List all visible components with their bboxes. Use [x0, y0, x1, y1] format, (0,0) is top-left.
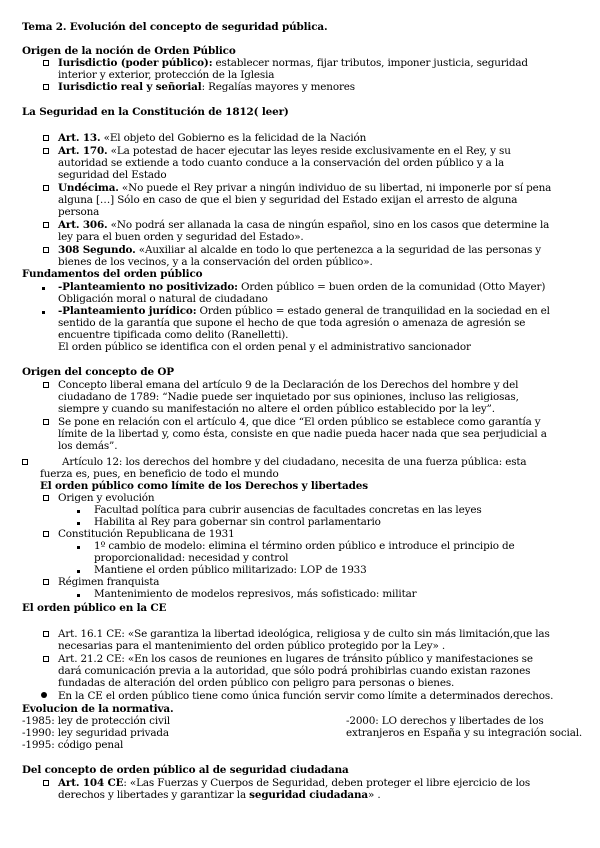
- bullet-icon: [77, 546, 80, 549]
- list-item: Mantiene el orden público militarizado: LOP de 1933: [94, 564, 367, 576]
- list-item-continuation: siempre y cuando su manifestación no altere el orden público establecido por la ley”.: [58, 403, 495, 415]
- section-heading-origen-op: Origen del concepto de OP: [22, 366, 174, 378]
- checkbox-square-icon: [43, 531, 49, 537]
- checkbox-square-icon: [43, 419, 49, 425]
- checkbox-square-icon: [43, 579, 49, 585]
- section-heading-constitución-1812: La Seguridad en la Constitución de 1812( leer): [22, 106, 289, 118]
- bullet-icon: [77, 522, 80, 525]
- list-item: Concepto liberal emana del artículo 9 de la Declaración de los Derechos del hombre y del: [58, 379, 519, 391]
- bullet-icon: [42, 287, 45, 290]
- page-title: Tema 2. Evolución del concepto de seguridad pública.: [22, 21, 328, 33]
- filled-bullet-icon: [41, 692, 47, 698]
- section-heading-fundamentos: Fundamentos del orden público: [22, 268, 203, 280]
- list-item-continuation: derechos y libertades y garantizar la seguridad ciudadana» .: [58, 789, 381, 801]
- list-item-continuation: fuerza es, pues, en beneficio de todo el mundo: [40, 468, 279, 480]
- list-item-continuation: alguna […] Sólo en caso de que el bien y seguridad del Estado exijan el arresto de alguna: [58, 194, 518, 206]
- list-item-continuation: dará comunicación previa a la autoridad, que sólo podrá prohibirlas cuando existan razones: [58, 665, 531, 677]
- normative-item-continuation: extranjeros en España y su integración social.: [346, 727, 583, 739]
- normative-item: -1995: código penal: [22, 739, 124, 751]
- section-heading-origen-noción: Origen de la noción de Orden Público: [22, 45, 236, 57]
- checkbox-square-icon: [43, 382, 49, 388]
- normative-item: -1990: ley seguridad privada: [22, 727, 169, 739]
- bullet-icon: [77, 570, 80, 573]
- checkbox-square-icon: [43, 60, 49, 66]
- bullet-icon: [42, 311, 45, 314]
- list-item-continuation: encuentre tipificada como delito (Ranelletti).: [58, 329, 289, 341]
- normative-item: -1985: ley de protección civil: [22, 715, 171, 727]
- list-item-continuation: autoridad se extiende a todo cuanto conduce a la conservación del orden público y a la: [58, 157, 505, 169]
- checkbox-square-icon: [43, 495, 49, 501]
- checkbox-square-icon: [43, 656, 49, 662]
- list-item: Art. 306. «No podrá ser allanada la casa de ningún español, sino en los casos que determine la: [58, 219, 550, 231]
- normative-item: -2000: LO derechos y libertades de los: [346, 715, 544, 727]
- checkbox-square-icon: [43, 631, 49, 637]
- list-item-continuation: sentido de la garantía que supone el hecho de que toda agresión o amenaza de agresión se: [58, 317, 526, 329]
- list-item: Se pone en relación con el artículo 4, que dice “El orden público se establece como garantía y: [58, 416, 541, 428]
- section-heading-orden-publico-ce: El orden público en la CE: [22, 602, 167, 614]
- checkbox-square-icon: [43, 247, 49, 253]
- list-item-continuation: bienes de los vecinos, y a la conservación del orden público».: [58, 256, 373, 268]
- list-item: Undécima. «No puede el Rey privar a ningún individuo de su libertad, ni imponerle por sí pena: [58, 182, 552, 194]
- list-item: Art. 170. «La potestad de hacer ejecutar las leyes reside exclusivamente en el Rey, y su: [58, 145, 511, 157]
- list-item-continuation: los demás”.: [58, 440, 118, 452]
- checkbox-square-icon: [43, 185, 49, 191]
- list-item-continuation: proporcionalidad: necesidad y control: [94, 552, 289, 564]
- list-item: Facultad política para cubrir ausencias de facultades concretas en las leyes: [94, 504, 482, 516]
- checkbox-square-icon: [43, 135, 49, 141]
- checkbox-square-icon: [22, 459, 28, 465]
- list-item: Art. 13. «El objeto del Gobierno es la felicidad de la Nación: [58, 132, 367, 144]
- list-item: Iurisdictio real y señorial: Regalías mayores y menores: [58, 81, 355, 93]
- list-item-continuation: seguridad del Estado: [58, 169, 167, 181]
- list-item: 308 Segundo. «Auxiliar al alcalde en todo lo que pertenezca a la seguridad de las personas y: [58, 244, 541, 256]
- list-item-continuation: persona: [58, 206, 100, 218]
- list-item: Art. 21.2 CE: «En los casos de reuniones en lugares de tránsito público y manifestaciones se: [58, 653, 533, 665]
- list-item: -Planteamiento jurídico: Orden público = estado general de tranquilidad en la sociedad en el: [58, 305, 550, 317]
- list-item: Artículo 12: los derechos del hombre y del ciudadano, necesita de una fuerza pública: esta: [62, 456, 527, 468]
- list-item-continuation: necesarias para el mantenimiento del orden público protegido por la Ley» .: [58, 640, 446, 652]
- list-item: Habilita al Rey para gobernar sin control parlamentario: [94, 516, 381, 528]
- bullet-icon: [77, 594, 80, 597]
- section-heading-evolucion-normativa: Evolucion de la normativa.: [22, 703, 174, 715]
- list-item: Iurisdictio (poder público): establecer normas, fijar tributos, imponer justicia, seguridad: [58, 57, 528, 69]
- list-item: Régimen franquista: [58, 576, 160, 588]
- bullet-icon: [77, 510, 80, 513]
- list-item: Art. 16.1 CE: «Se garantiza la libertad ideológica, religiosa y de culto sin más limitación,que las: [58, 628, 550, 640]
- list-item-continuation: fundadas de alteración del orden público con peligro para personas o bienes.: [58, 677, 455, 689]
- list-item: Constitución Republicana de 1931: [58, 528, 235, 540]
- checkbox-square-icon: [43, 148, 49, 154]
- list-item-continuation: El orden público se identifica con el orden penal y el administrativo sancionador: [58, 341, 471, 353]
- checkbox-square-icon: [43, 84, 49, 90]
- list-item: En la CE el orden público tiene como única función servir como límite a determinados derechos.: [58, 690, 554, 702]
- list-item: Art. 104 CE: «Las Fuerzas y Cuerpos de Seguridad, deben proteger el libre ejercicio de los: [58, 777, 531, 789]
- list-item: Origen y evolución: [58, 492, 155, 504]
- section-heading-seguridad-ciudadana: Del concepto de orden público al de seguridad ciudadana: [22, 764, 349, 776]
- list-item: Mantenimiento de modelos represivos, más sofisticado: militar: [94, 588, 417, 600]
- list-item: -Planteamiento no positivizado: Orden público = buen orden de la comunidad (Otto Mayer): [58, 281, 546, 293]
- sub-heading: El orden público como límite de los Derechos y libertades: [40, 480, 368, 492]
- list-item: 1º cambio de modelo: elimina el término orden público e introduce el principio de: [94, 540, 515, 552]
- list-item-continuation: interior y exterior, protección de la Iglesia: [58, 69, 275, 81]
- list-item-continuation: Obligación moral o natural de ciudadano: [58, 293, 268, 305]
- list-item-continuation: ciudadano de 1789: “Nadie puede ser inquietado por sus opiniones, incluso las religiosas,: [58, 391, 519, 403]
- checkbox-square-icon: [43, 222, 49, 228]
- list-item-continuation: límite de la libertad y, como ésta, consiste en que nadie pueda hacer nada que sea perjudicial a: [58, 428, 547, 440]
- checkbox-square-icon: [43, 780, 49, 786]
- list-item-continuation: ley para el buen orden y seguridad del Estado».: [58, 231, 304, 243]
